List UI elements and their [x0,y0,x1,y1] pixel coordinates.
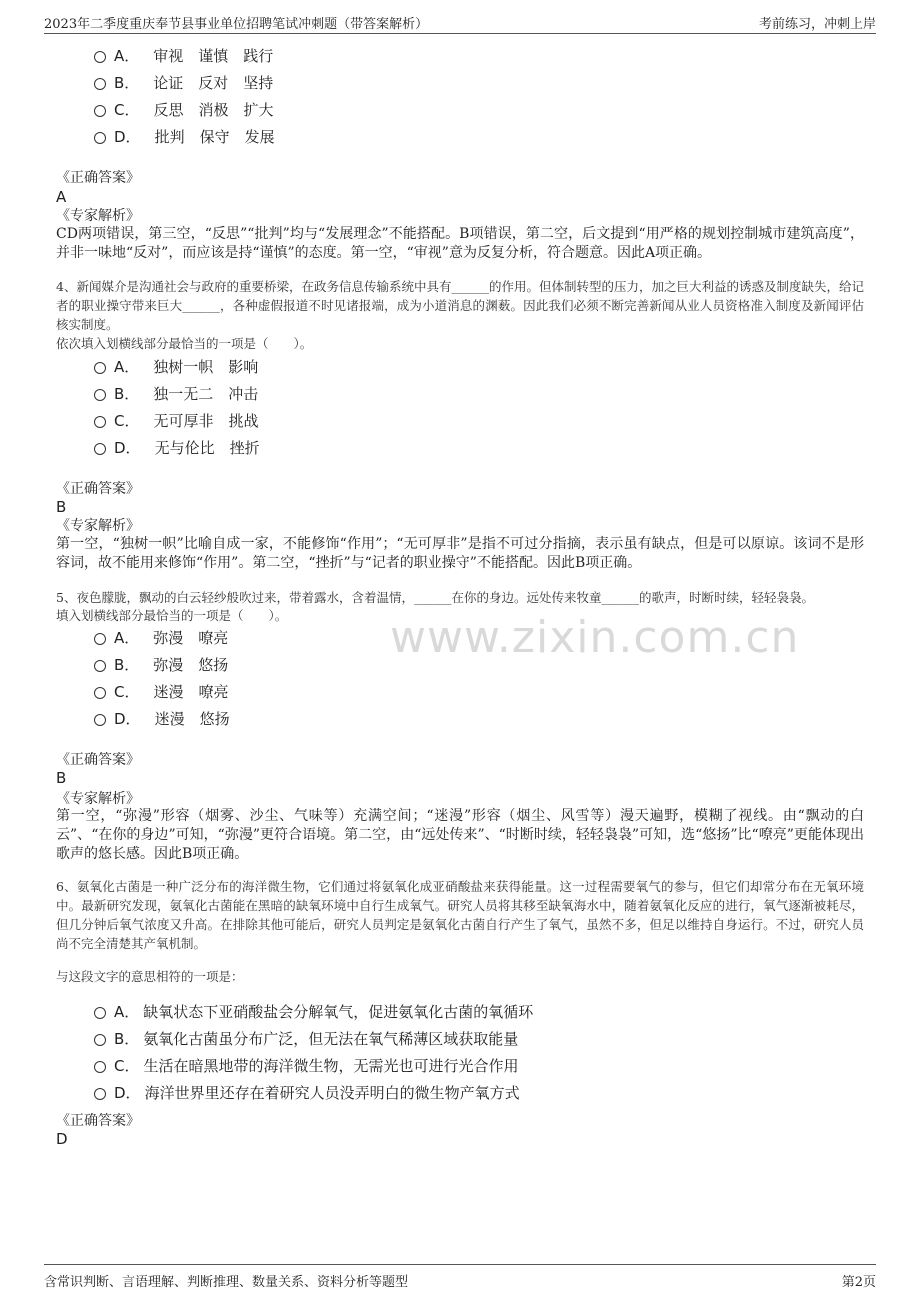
q4-answer: B [56,498,67,516]
q4-analysis-label: 《专家解析》 [56,518,140,534]
q5-analysis: 第一空，“弥漫”形容（烟雾、沙尘、气味等）充满空间；“迷漫”形容（烟尘、风雪等）漫天遍野，模糊了视线。由“飘动的白云”、“在你的身边”可知，“弥漫”更符合语境。第二空，由“远处传来”、“时断时续，轻轻袅袅”可知，选“悠扬”比“嘹亮”更能体现出歌声的悠长感。因此B项正确。 [56,808,864,862]
q5-stem: 5、夜色朦胧，飘动的白云轻纱般吹过来，带着露水，含着温情，______在你的身边。远处传来牧童______的歌声，时断时续，轻轻袅袅。 [56,590,814,605]
option-text: 独一无二 冲击 [153,385,259,403]
page-number: 第2页 [841,1275,876,1290]
q4-correct-answer-label: 《正确答案》 [56,481,140,497]
radio-icon[interactable] [94,78,106,90]
radio-icon[interactable] [94,105,106,117]
q6-stem: 6、氨氧化古菌是一种广泛分布的海洋微生物，它们通过将氨氧化成亚硝酸盐来获得能量。这一过程需要氧气的参与，但它们却常分布在无氧环境中。最新研究发现，氨氧化古菌能在黑暗的缺氧环境中自行生成氧气。研究人员将其移至缺氧海水中，随着氨氧化反应的进行，氧气逐渐被耗尽，但几分钟后氧气浓度又升高。在排除其他可能后，研究人员判定是氨氧化古菌自行产生了氧气，虽然不多，但足以维持自身运行。不过，研究人员尚不完全清楚其产氧机制。 [56,879,864,951]
radio-icon[interactable] [94,714,106,726]
document-title: 2023年二季度重庆奉节县事业单位招聘笔试冲刺题（带答案解析） [44,17,429,32]
radio-icon[interactable] [94,132,106,144]
radio-icon[interactable] [94,1088,106,1100]
q4-option-d[interactable]: D． 无与伦比 挫折 [94,438,260,458]
q6-option-b[interactable]: B． 氨氧化古菌虽分布广泛，但无法在氧气稀薄区域获取能量 [94,1029,518,1049]
radio-icon[interactable] [94,362,106,374]
header-slogan: 考前练习，冲刺上岸 [758,17,876,32]
q3-answer: A [56,188,67,206]
q5-analysis-label: 《专家解析》 [56,791,140,807]
q3-option-a[interactable]: A． 审视 谨慎 践行 [94,46,273,66]
option-text: 论证 反对 坚持 [153,74,274,92]
q3-option-b[interactable]: B． 论证 反对 坚持 [94,73,273,93]
page-footer [44,1264,876,1290]
option-text: 迷漫 悠扬 [154,710,230,728]
radio-icon[interactable] [94,389,106,401]
radio-icon[interactable] [94,633,106,645]
q3-option-d[interactable]: D． 批判 保守 发展 [94,127,275,147]
option-text: 生活在暗黑地带的海洋微生物，无需光也可进行光合作用 [143,1057,519,1075]
option-text: 缺氧状态下亚硝酸盐会分解氧气，促进氨氧化古菌的氧循环 [143,1003,534,1021]
watermark: www.zixin.com.cn [390,612,800,663]
q4-option-a[interactable]: A． 独树一帜 影响 [94,357,258,377]
option-text: 弥漫 悠扬 [153,656,229,674]
q4-stem: 4、新闻媒介是沟通社会与政府的重要桥梁，在政务信息传输系统中具有______的作用。但体制转型的压力，加之巨大利益的诱惑及制度缺失，给记者的职业操守带来巨大______，各种虚假报道不时见诸报端，成为小道消息的渊薮。因此我们必须不断完善新闻从业人员资格准入制度及新闻评估核实制度。 [56,279,864,332]
q6-option-c[interactable]: C． 生活在暗黑地带的海洋微生物，无需光也可进行光合作用 [94,1056,519,1076]
radio-icon[interactable] [94,416,106,428]
q5-option-c[interactable]: C． 迷漫 嘹亮 [94,682,229,702]
option-text: 反思 消极 扩大 [153,101,274,119]
radio-icon[interactable] [94,1007,106,1019]
radio-icon[interactable] [94,660,106,672]
q3-correct-answer-label: 《正确答案》 [56,170,140,186]
q5-option-d[interactable]: D． 迷漫 悠扬 [94,709,230,729]
radio-icon[interactable] [94,443,106,455]
q5-answer: B [56,769,67,787]
option-text: 审视 谨慎 践行 [153,47,274,65]
q6-option-d[interactable]: D． 海洋世界里还存在着研究人员没弄明白的微生物产氧方式 [94,1083,520,1103]
q4-option-c[interactable]: C． 无可厚非 挑战 [94,411,259,431]
q5-correct-answer-label: 《正确答案》 [56,752,140,768]
q4-option-b[interactable]: B． 独一无二 冲击 [94,384,258,404]
option-text: 无可厚非 挑战 [153,412,259,430]
footer-categories: 含常识判断、言语理解、判断推理、数量关系、资料分析等题型 [44,1275,409,1290]
radio-icon[interactable] [94,51,106,63]
page-header [44,10,876,34]
option-text: 迷漫 嘹亮 [153,683,229,701]
q6-prompt: 与这段文字的意思相符的一项是： [56,969,244,984]
option-text: 独树一帜 影响 [153,358,259,376]
option-text: 弥漫 嘹亮 [153,629,229,647]
radio-icon[interactable] [94,1034,106,1046]
q6-option-a[interactable]: A． 缺氧状态下亚硝酸盐会分解氧气，促进氨氧化古菌的氧循环 [94,1002,533,1022]
q4-prompt: 依次填入划横线部分最恰当的一项是（ ）。 [56,336,313,351]
q6-correct-answer-label: 《正确答案》 [56,1113,140,1129]
q3-analysis-label: 《专家解析》 [56,208,140,224]
q3-option-c[interactable]: C． 反思 消极 扩大 [94,100,274,120]
option-text: 氨氧化古菌虽分布广泛，但无法在氧气稀薄区域获取能量 [143,1030,519,1048]
radio-icon[interactable] [94,687,106,699]
radio-icon[interactable] [94,1061,106,1073]
q4-analysis: 第一空，“独树一帜”比喻自成一家，不能修饰“作用”；“无可厚非”是指不可过分指摘，表示虽有缺点，但是可以原谅。该词不是形容词，故不能用来修饰“作用”。第二空，“挫折”与“记者的职业操守”不能搭配。因此B项正确。 [56,536,864,571]
option-text: 无与伦比 挫折 [154,439,260,457]
q3-analysis: CD两项错误，第三空，“反思”“批判”均与“发展理念”不能搭配。B项错误，第二空，后文提到“用严格的规划控制城市建筑高度”，并非一味地“反对”，而应该是持“谨慎”的态度。第一空，“审视”意为反复分析，符合题意。因此A项正确。 [56,226,864,261]
option-text: 批判 保守 发展 [154,128,275,146]
q5-option-a[interactable]: A． 弥漫 嘹亮 [94,628,228,648]
q5-prompt: 填入划横线部分最恰当的一项是（ ）。 [56,608,288,623]
q5-option-b[interactable]: B． 弥漫 悠扬 [94,655,228,675]
q6-answer: D [56,1130,68,1148]
option-text: 海洋世界里还存在着研究人员没弄明白的微生物产氧方式 [144,1084,520,1102]
